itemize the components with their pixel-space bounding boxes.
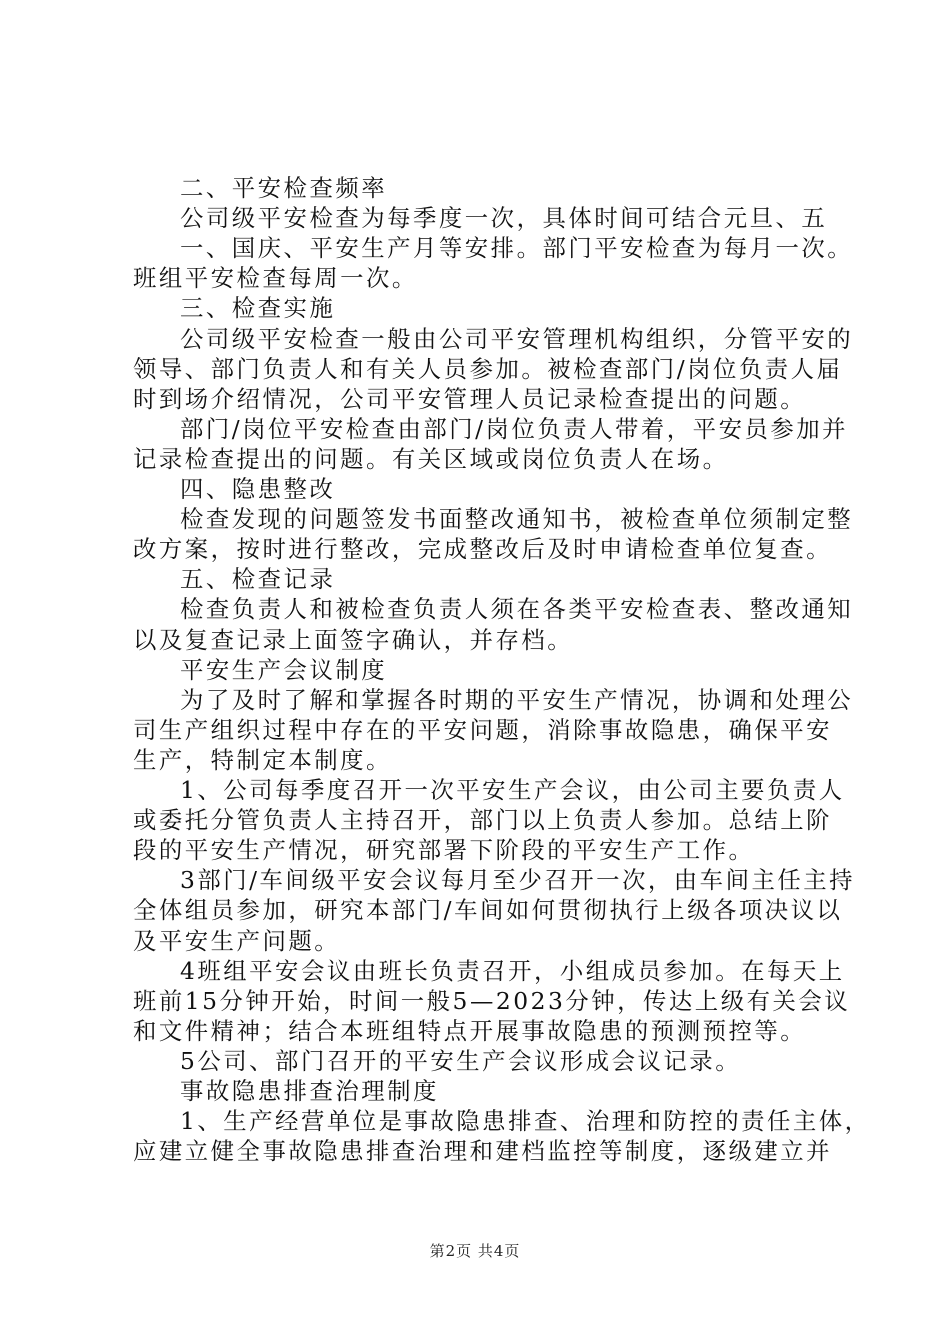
text-line: 检查发现的问题签发书面整改通知书，被检查单位须制定整 (180, 505, 854, 534)
text-line: 公司级平安检查一般由公司平安管理机构组织，分管平安的 (180, 324, 854, 353)
text-line: 1、公司每季度召开一次平安生产会议，由公司主要负责人 (180, 776, 845, 804)
text-line: 或委托分管负责人主持召开，部门以上负责人参加。总结上阶 (133, 806, 833, 835)
text-line: 改方案，按时进行整改，完成整改后及时申请检查单位复查。 (133, 535, 833, 564)
page-footer: 第2页 共4页 (429, 1242, 521, 1260)
text-line: 1、生产经营单位是事故隐患排查、治理和防控的责任主体， (180, 1107, 871, 1136)
text-line: 4班组平安会议由班长负责召开，小组成员参加。在每天上 (180, 956, 845, 985)
text-line: 领导、部门负责人和有关人员参加。被检查部门/岗位负责人届 (133, 354, 843, 383)
text-line: 班前15分钟开始，时间一般5—2023分钟，传达上级有关会议 (133, 986, 851, 1015)
text-line: 及平安生产问题。 (133, 926, 341, 955)
text-line: 生产，特制定本制度。 (133, 745, 392, 774)
text-line: 平安生产会议制度 (180, 655, 388, 684)
text-line: 五、检查记录 (180, 565, 336, 594)
text-line: 公司级平安检查为每季度一次，具体时间可结合元旦、五 (180, 204, 828, 233)
text-line: 记录检查提出的问题。有关区域或岗位负责人在场。 (133, 444, 729, 473)
text-line: 全体组员参加，研究本部门/车间如何贯彻执行上级各项决议以 (133, 896, 843, 925)
text-line: 检查负责人和被检查负责人须在各类平安检查表、整改通知 (180, 595, 854, 624)
text-line: 一、国庆、平安生产月等安排。部门平安检查为每月一次。 (180, 234, 854, 263)
text-line: 和文件精神；结合本班组特点开展事故隐患的预测预控等。 (133, 1016, 807, 1045)
text-line: 四、隐患整改 (180, 475, 336, 503)
text-line: 二、平安检查频率 (180, 174, 388, 202)
text-line: 三、检查实施 (180, 294, 336, 323)
text-line: 应建立健全事故隐患排查治理和建档监控等制度，逐级建立并 (133, 1137, 833, 1166)
text-line: 班组平安检查每周一次。 (133, 264, 418, 293)
text-line: 事故隐患排查治理制度 (180, 1077, 439, 1105)
text-line: 3部门/车间级平安会议每月至少召开一次，由车间主任主持 (180, 866, 856, 895)
text-line: 段的平安生产情况，研究部署下阶段的平安生产工作。 (133, 836, 755, 865)
text-line: 司生产组织过程中存在的平安问题，消除事故隐患，确保平安 (133, 715, 833, 744)
text-line: 时到场介绍情况，公司平安管理人员记录检查提出的问题。 (133, 384, 807, 413)
text-line: 5公司、部门召开的平安生产会议形成会议记录。 (180, 1046, 742, 1075)
text-line: 为了及时了解和掌握各时期的平安生产情况，协调和处理公 (180, 685, 854, 714)
text-line: 部门/岗位平安检查由部门/岗位负责人带着，平安员参加并 (180, 414, 849, 443)
text-line: 以及复查记录上面签字确认，并存档。 (133, 625, 574, 654)
